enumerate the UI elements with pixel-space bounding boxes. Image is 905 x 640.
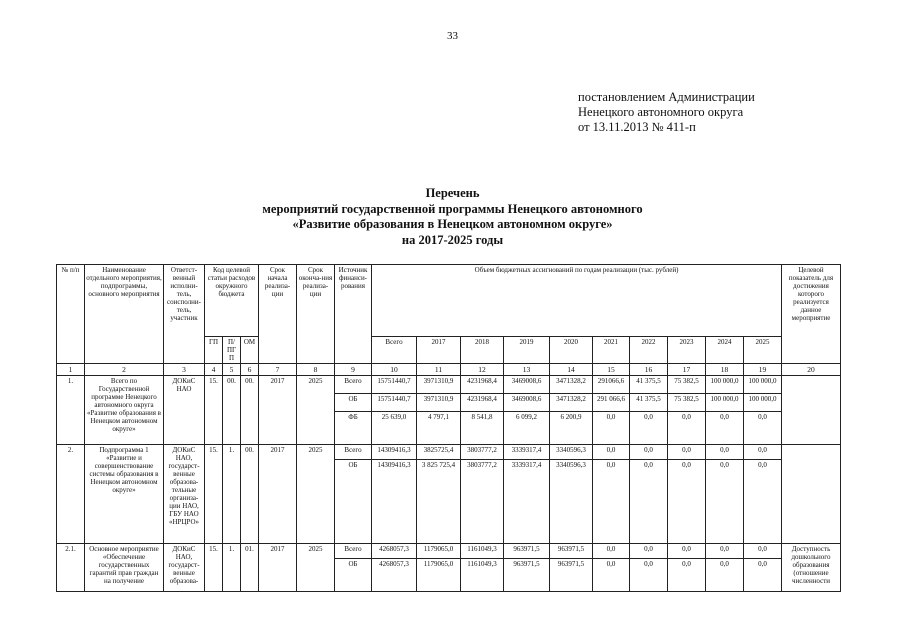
- value-cell: 0,0: [630, 460, 668, 544]
- value-cell: 1179065,0: [417, 559, 461, 592]
- column-number: 5: [223, 364, 241, 376]
- value-cell: 100 000,0: [744, 376, 782, 394]
- column-number: 13: [504, 364, 550, 376]
- value-cell: 1179065,0: [417, 544, 461, 559]
- value-cell: 100 000,0: [706, 376, 744, 394]
- value-cell: 0,0: [593, 445, 630, 460]
- row-code-gp: 15.: [205, 376, 223, 445]
- value-cell: 41 375,5: [630, 376, 668, 394]
- header-year: 2022: [630, 337, 668, 364]
- row-code-gp: 15.: [205, 544, 223, 592]
- value-cell: 0,0: [744, 460, 782, 544]
- row-responsible: ДОКиС НАО, государст-венные образова-: [164, 544, 205, 592]
- value-cell: 4 797,1: [417, 412, 461, 445]
- value-cell: 75 382,5: [668, 376, 706, 394]
- value-cell: 3471328,2: [550, 376, 593, 394]
- value-cell: 8 541,8: [461, 412, 504, 445]
- header-responsible: Ответст-венный исполни-тель, соисполни-тель, участник: [164, 265, 205, 364]
- document-title: [0, 186, 905, 248]
- value-cell: 0,0: [706, 460, 744, 544]
- row-name: Основное мероприятие «Обеспечение государственных гарантий прав граждан на получение: [85, 544, 164, 592]
- value-cell: 3825725,4: [417, 445, 461, 460]
- value-cell: 0,0: [744, 445, 782, 460]
- table-row: [57, 376, 841, 394]
- value-cell: 1161049,3: [461, 544, 504, 559]
- value-cell: 3803777,2: [461, 460, 504, 544]
- value-cell: 3340596,3: [550, 445, 593, 460]
- value-cell: 6 200,9: [550, 412, 593, 445]
- header-source: Источник финанси-рования: [335, 265, 372, 364]
- row-target: [782, 445, 841, 544]
- value-cell: 0,0: [668, 412, 706, 445]
- value-cell: 0,0: [668, 445, 706, 460]
- value-cell: 0,0: [593, 559, 630, 592]
- row-responsible: ДОКиС НАО: [164, 376, 205, 445]
- table-row: [57, 445, 841, 460]
- value-cell: 15751440,7: [372, 394, 417, 412]
- header-year: 2021: [593, 337, 630, 364]
- row-source: Всего: [335, 544, 372, 559]
- row-num: 2.1.: [57, 544, 85, 592]
- value-cell: 0,0: [593, 544, 630, 559]
- column-number: 9: [335, 364, 372, 376]
- row-source: Всего: [335, 445, 372, 460]
- header-code-ppg: П/ПГ П: [223, 337, 241, 364]
- value-cell: 100 000,0: [744, 394, 782, 412]
- header-name: Наименование отдельного мероприятия, подпрограммы, основного мероприятия: [85, 265, 164, 364]
- row-code-ppg: 1.: [223, 445, 241, 544]
- row-num: 1.: [57, 376, 85, 445]
- header-code-om: ОМ: [241, 337, 259, 364]
- header-year: 2020: [550, 337, 593, 364]
- column-number: 11: [417, 364, 461, 376]
- row-code-ppg: 00.: [223, 376, 241, 445]
- decree-line: Ненецкого автономного округа: [578, 105, 744, 119]
- value-cell: 0,0: [706, 445, 744, 460]
- value-cell: 0,0: [744, 544, 782, 559]
- column-number: 3: [164, 364, 205, 376]
- value-cell: 4231968,4: [461, 376, 504, 394]
- value-cell: 0,0: [630, 445, 668, 460]
- value-cell: 0,0: [706, 559, 744, 592]
- value-cell: 3469008,6: [504, 376, 550, 394]
- value-cell: 6 099,2: [504, 412, 550, 445]
- column-number: 4: [205, 364, 223, 376]
- column-number: 19: [744, 364, 782, 376]
- value-cell: 41 375,5: [630, 394, 668, 412]
- value-cell: 0,0: [593, 460, 630, 544]
- value-cell: 3803777,2: [461, 445, 504, 460]
- header-total: Всего: [372, 337, 417, 364]
- value-cell: 291066,6: [593, 376, 630, 394]
- column-number: 16: [630, 364, 668, 376]
- value-cell: 3469008,6: [504, 394, 550, 412]
- title-line: Перечень: [425, 186, 480, 200]
- row-end: 2025: [297, 544, 335, 592]
- row-source: Всего: [335, 376, 372, 394]
- value-cell: 3471328,2: [550, 394, 593, 412]
- row-target: Доступность дошкольного образования (отношение численности: [782, 544, 841, 592]
- row-code-om: 00.: [241, 376, 259, 445]
- row-start: 2017: [259, 445, 297, 544]
- row-start: 2017: [259, 376, 297, 445]
- title-line: на 2017-2025 годы: [401, 232, 504, 247]
- header-year: 2024: [706, 337, 744, 364]
- column-number-row: [57, 364, 841, 376]
- value-cell: 963971,5: [550, 544, 593, 559]
- value-cell: 0,0: [706, 544, 744, 559]
- value-cell: 3340596,3: [550, 460, 593, 544]
- value-cell: 15751440,7: [372, 376, 417, 394]
- page-number: 33: [447, 30, 458, 42]
- column-number: 17: [668, 364, 706, 376]
- value-cell: 291 066,6: [593, 394, 630, 412]
- value-cell: 0,0: [744, 559, 782, 592]
- value-cell: 4268057,3: [372, 559, 417, 592]
- header-year: 2017: [417, 337, 461, 364]
- value-cell: 0,0: [668, 460, 706, 544]
- column-number: 15: [593, 364, 630, 376]
- table-row: [57, 544, 841, 559]
- value-cell: 963971,5: [504, 559, 550, 592]
- column-number: 1: [57, 364, 85, 376]
- column-number: 12: [461, 364, 504, 376]
- header-num: № п/п: [57, 265, 85, 364]
- value-cell: 3971310,9: [417, 376, 461, 394]
- column-number: 2: [85, 364, 164, 376]
- value-cell: 3971310,9: [417, 394, 461, 412]
- value-cell: 4268057,3: [372, 544, 417, 559]
- row-end: 2025: [297, 376, 335, 445]
- header-year: 2025: [744, 337, 782, 364]
- value-cell: 0,0: [593, 412, 630, 445]
- row-responsible: ДОКиС НАО, государст-венные образова-тельные организа-ции НАО, ГБУ НАО «НРЦРО»: [164, 445, 205, 544]
- row-code-gp: 15.: [205, 445, 223, 544]
- header-code-gp: ГП: [205, 337, 223, 364]
- value-cell: 25 639,0: [372, 412, 417, 445]
- value-cell: 1161049,3: [461, 559, 504, 592]
- row-code-om: 00.: [241, 445, 259, 544]
- header-target: Целевой показатель для достижения которого реализуется данное мероприятие: [782, 265, 841, 364]
- row-name: Подпрограмма 1 «Развитие и совершенствование системы образования в Ненецком автономном округе»: [85, 445, 164, 544]
- row-code-ppg: 1.: [223, 544, 241, 592]
- column-number: 7: [259, 364, 297, 376]
- value-cell: 3 825 725,4: [417, 460, 461, 544]
- title-line: мероприятий государственной программы Ненецкого автономного: [262, 201, 643, 216]
- value-cell: 14309416,3: [372, 445, 417, 460]
- value-cell: 0,0: [706, 412, 744, 445]
- header-volume: Объем бюджетных ассигнований по годам реализации (тыс. рублей): [372, 265, 782, 337]
- decree-line: постановлением Администрации: [578, 90, 755, 104]
- row-target: [782, 376, 841, 445]
- column-number: 6: [241, 364, 259, 376]
- row-start: 2017: [259, 544, 297, 592]
- value-cell: 4231968,4: [461, 394, 504, 412]
- value-cell: 0,0: [668, 544, 706, 559]
- row-name: Всего по Государственной программе Ненецкого автономного округа «Развитие образования в Ненецком автономном округе»: [85, 376, 164, 445]
- value-cell: 0,0: [668, 559, 706, 592]
- value-cell: 963971,5: [550, 559, 593, 592]
- value-cell: 0,0: [630, 559, 668, 592]
- header-code: Код целевой статьи расходов окружного бюджета: [205, 265, 259, 337]
- row-code-om: 01.: [241, 544, 259, 592]
- value-cell: 3339317,4: [504, 445, 550, 460]
- value-cell: 100 000,0: [706, 394, 744, 412]
- activities-table: [56, 264, 841, 592]
- column-number: 10: [372, 364, 417, 376]
- value-cell: 0,0: [744, 412, 782, 445]
- header-year: 2023: [668, 337, 706, 364]
- row-num: 2.: [57, 445, 85, 544]
- title-line: «Развитие образования в Ненецком автономном округе»: [292, 217, 613, 231]
- header-year: 2018: [461, 337, 504, 364]
- column-number: 8: [297, 364, 335, 376]
- header-year: 2019: [504, 337, 550, 364]
- column-number: 20: [782, 364, 841, 376]
- value-cell: 75 382,5: [668, 394, 706, 412]
- decree-line: от 13.11.2013 № 411-п: [578, 120, 696, 134]
- header-start: Срок начала реализа-ции: [259, 265, 297, 364]
- value-cell: 14309416,3: [372, 460, 417, 544]
- row-source: ОБ: [335, 559, 372, 592]
- row-end: 2025: [297, 445, 335, 544]
- value-cell: 0,0: [630, 544, 668, 559]
- value-cell: 0,0: [630, 412, 668, 445]
- row-source: ОБ: [335, 460, 372, 544]
- row-source: ОБ: [335, 394, 372, 412]
- column-number: 14: [550, 364, 593, 376]
- value-cell: 3339317,4: [504, 460, 550, 544]
- column-number: 18: [706, 364, 744, 376]
- decree-reference: [578, 90, 755, 135]
- header-end: Срок оконча-ния реализа-ции: [297, 265, 335, 364]
- row-source: ФБ: [335, 412, 372, 445]
- value-cell: 963971,5: [504, 544, 550, 559]
